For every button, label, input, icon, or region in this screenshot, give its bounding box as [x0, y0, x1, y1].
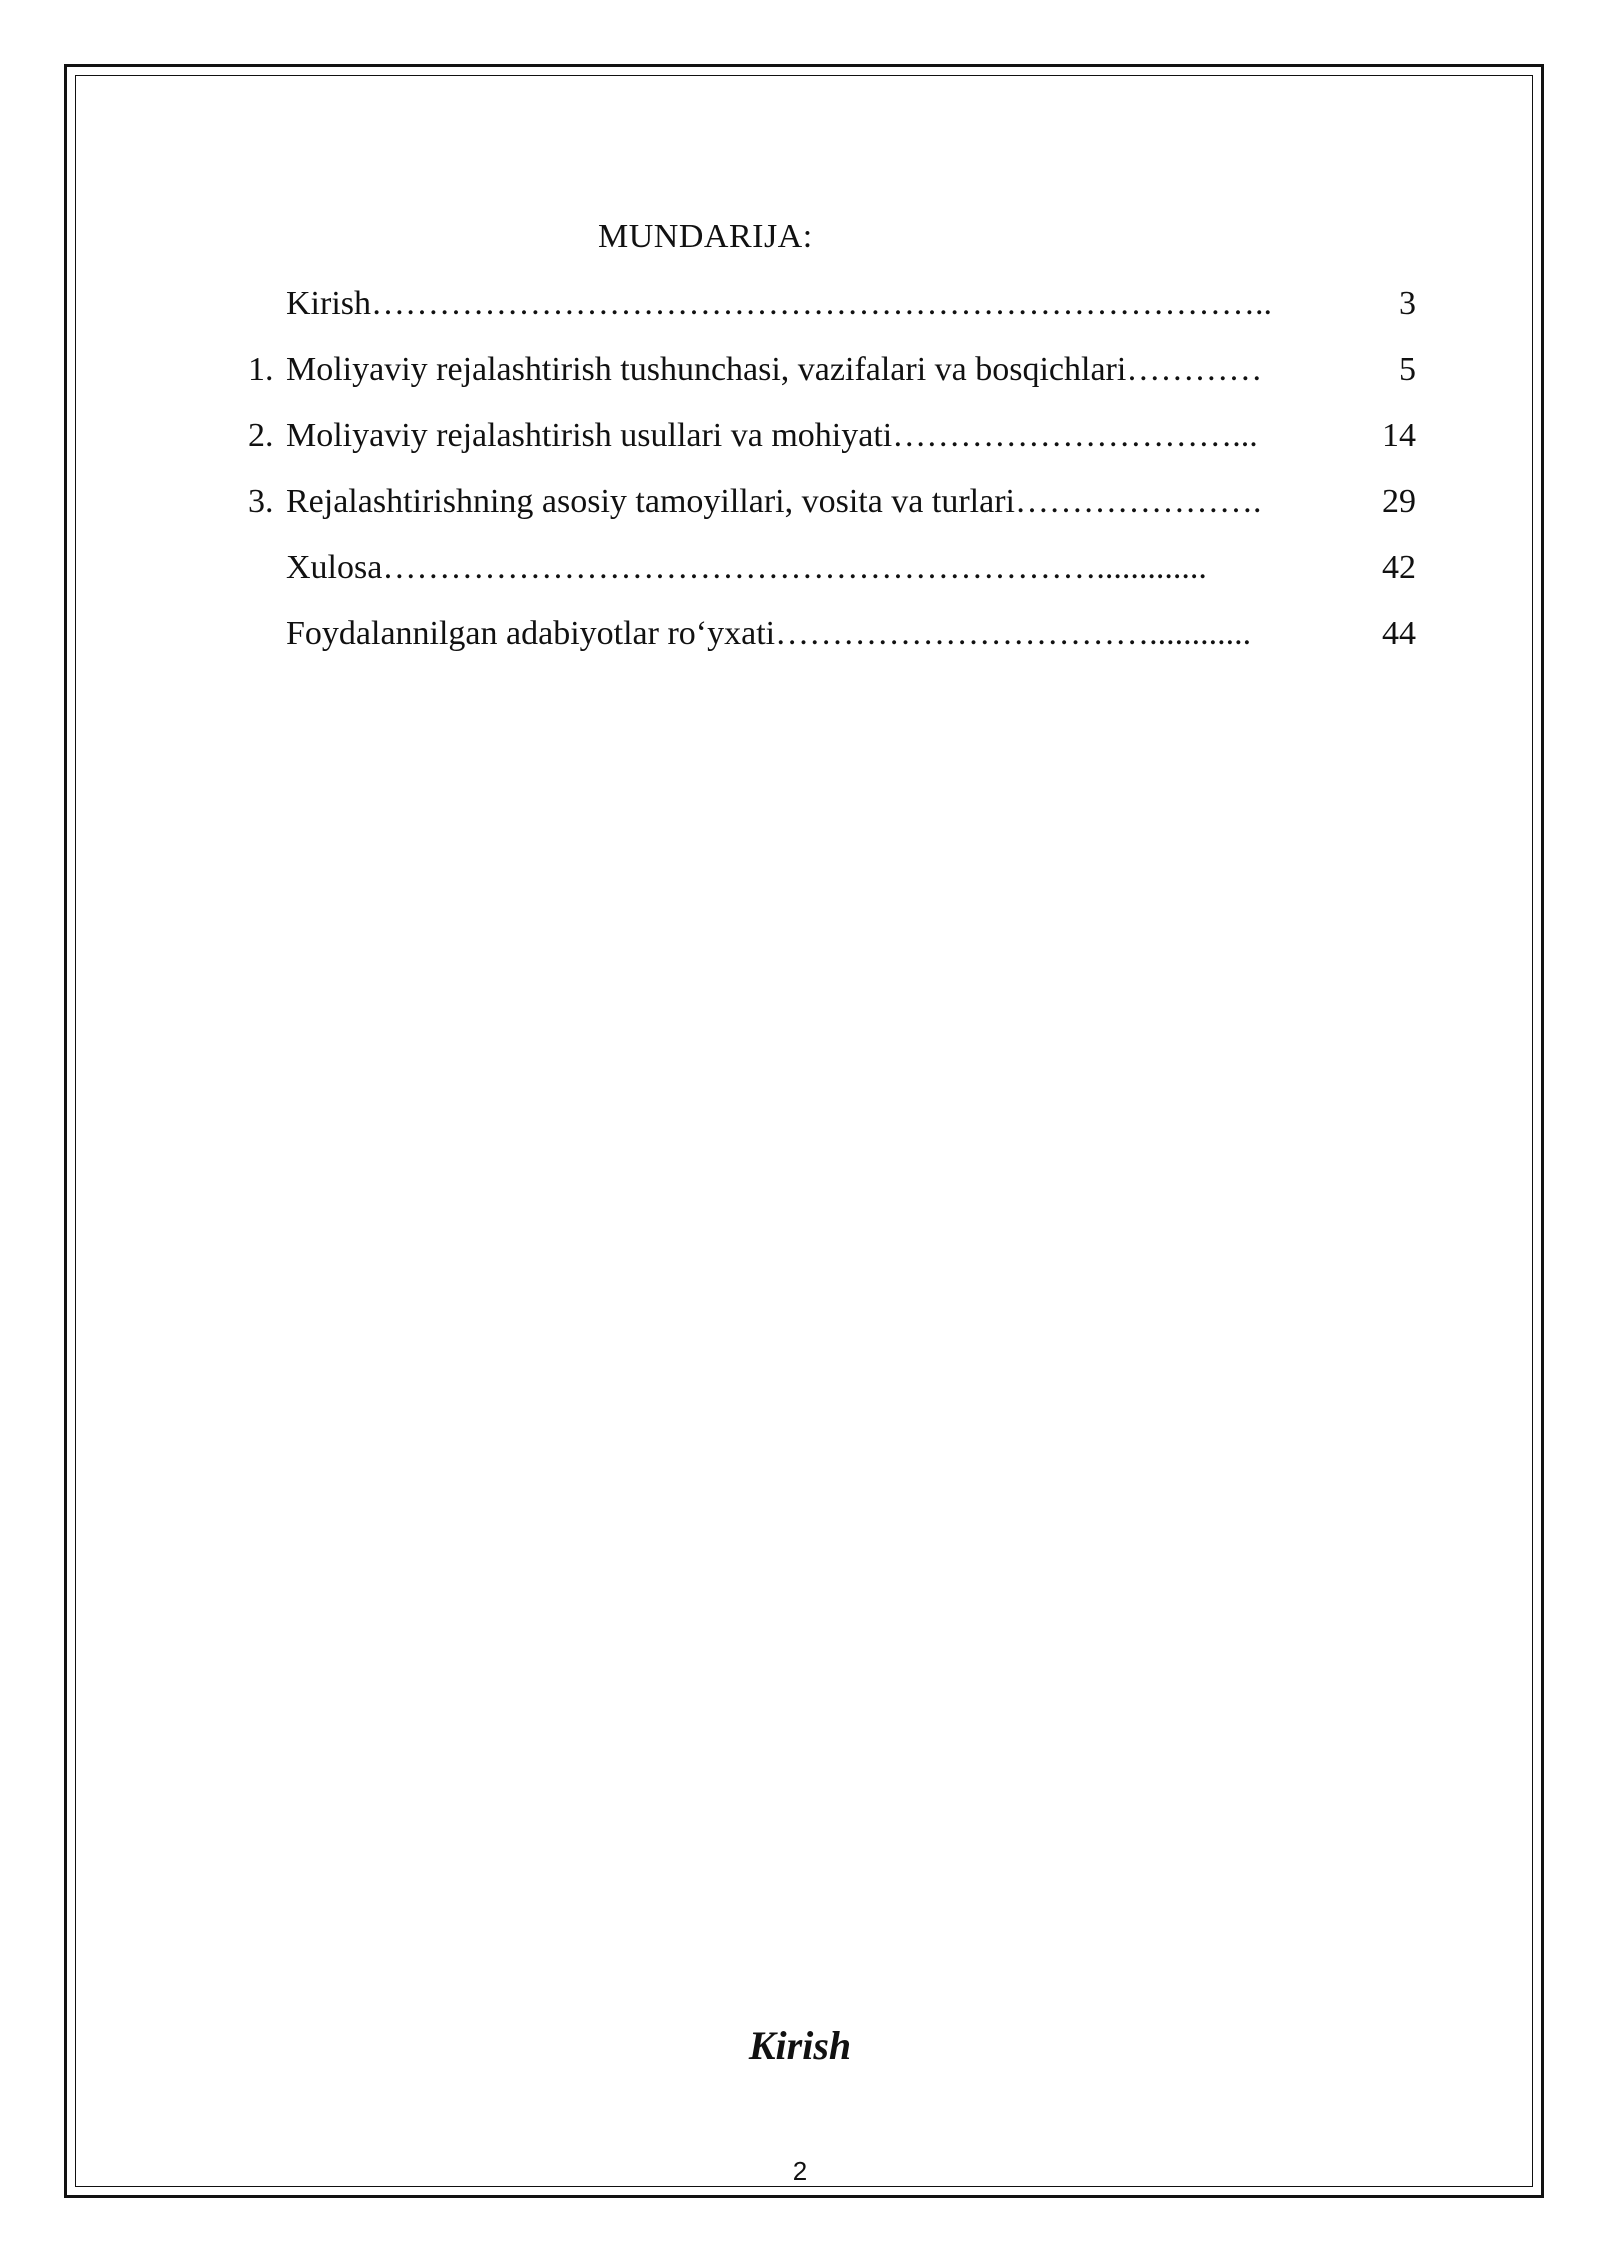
- toc-entry-leader: ……………………………………………………….............: [382, 549, 1207, 586]
- toc-entry-text: Rejalashtirishning asosiy tamoyillari, vosita va turlari: [286, 483, 1015, 520]
- page-number: 2: [792, 2156, 808, 2186]
- page-border-inner: [75, 75, 1533, 2187]
- toc-entry-page: 5: [1399, 351, 1416, 388]
- toc-entry-kirish[interactable]: [248, 284, 1416, 324]
- toc-entry-number: 2.: [248, 417, 274, 454]
- toc-entry-number: 1.: [248, 351, 274, 388]
- toc-entry-leader: ……………………………………………………………………..: [371, 285, 1272, 322]
- toc-entry-leader: …………………………...: [892, 417, 1258, 454]
- toc-entry-number: 3.: [248, 483, 274, 520]
- toc-entry-page: 44: [1382, 615, 1416, 652]
- toc-entry-text: Moliyaviy rejalashtirish tushunchasi, vazifalari va bosqichlari: [286, 351, 1127, 388]
- toc-entry-page: 29: [1382, 483, 1416, 520]
- toc-entry-leader: …………: [1126, 351, 1263, 388]
- toc-entry-page: 14: [1382, 417, 1416, 454]
- toc-entry-xulosa[interactable]: [248, 548, 1416, 588]
- toc-entry-leader: ………………….: [1014, 483, 1262, 520]
- toc-entry-text: Xulosa: [286, 549, 383, 586]
- toc-entry-3[interactable]: [248, 482, 1416, 522]
- toc-entry-page: 3: [1399, 285, 1416, 322]
- toc-entry-page: 42: [1382, 549, 1416, 586]
- toc-entry-1[interactable]: [248, 350, 1416, 390]
- toc-entry-leader: ……………………………............: [775, 615, 1252, 652]
- toc-entry-2[interactable]: [248, 416, 1416, 456]
- toc-entry-text: Foydalannilgan adabiyotlar ro‘yxati: [286, 615, 776, 652]
- toc-entry-text: Moliyaviy rejalashtirish usullari va mohiyati: [286, 417, 893, 454]
- toc-title: MUNDARIJA:: [598, 218, 813, 255]
- toc-entry-text: Kirish: [286, 285, 371, 322]
- section-heading: Kirish: [748, 2023, 852, 2068]
- toc-entry-adabiyotlar[interactable]: [248, 614, 1416, 654]
